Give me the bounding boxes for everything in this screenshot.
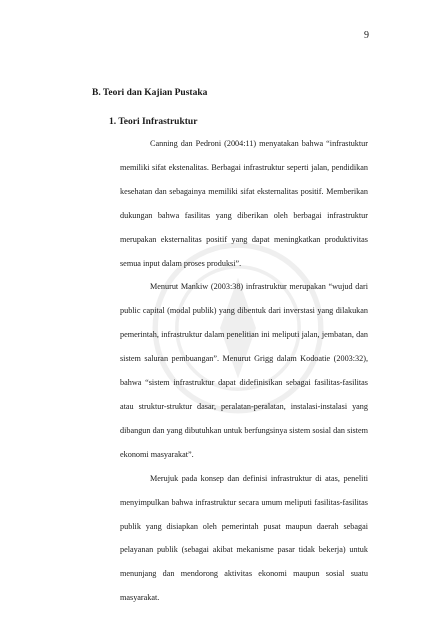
paragraph: Merujuk pada konsep dan definisi infrastruktur di atas, peneliti menyimpulkan bahwa infrastruktur secara umum meliputi fasilitas-fasilitas publik yang disiapkan oleh pemerintah pusat maupun daerah sebagai pelayanan publik (sebagai akibat mekanisme pasar tidak bekerja) untuk menunjang dan mendorong aktivitas ekonomi maupun sosial suatu masyarakat. [120,473,368,603]
body-text [120,132,368,610]
paragraph: Menurut Mankiw (2003:38) infrastruktur merupakan “wujud dari public capital (modal publik) yang dibentuk dari inverstasi yang dilakukan pemerintah, infrastruktur dalam penelitian ini meliputi jalan, jembatan, dan sistem saluran pembuangan”. Menurut Grigg dalam Kodoatie (2003:32), bahwa “sistem infrastruktur dapat didefinisikan sebagai fasilitas-fasilitas atau struktur-struktur dasar, peralatan-peralatan, instalasi-instalasi yang dibangun dan yang dibutuhkan untuk berfungsinya sistem sosial dan sistem ekonomi masyarakat”. [120,282,368,459]
subsection-heading: 1. Teori Infrastruktur [109,117,198,127]
page-number: 9 [364,30,369,41]
paragraph: Canning dan Pedroni (2004:11) menyatakan bahwa “infrastuktur memiliki sifat ekstenalitas. Berbagai infrastruktur seperti jalan, pendidikan kesehatan dan sebagainya memiliki sifat eksternalitas positif. Memberikan dukungan bahwa fasilitas yang diberikan oleh berbagai infrastruktur merupakan eksternalitas positif yang dapat meningkatkan produktivitas semua input dalam proses produksi”. [120,139,368,268]
section-heading: B. Teori dan Kajian Pustaka [92,88,208,98]
